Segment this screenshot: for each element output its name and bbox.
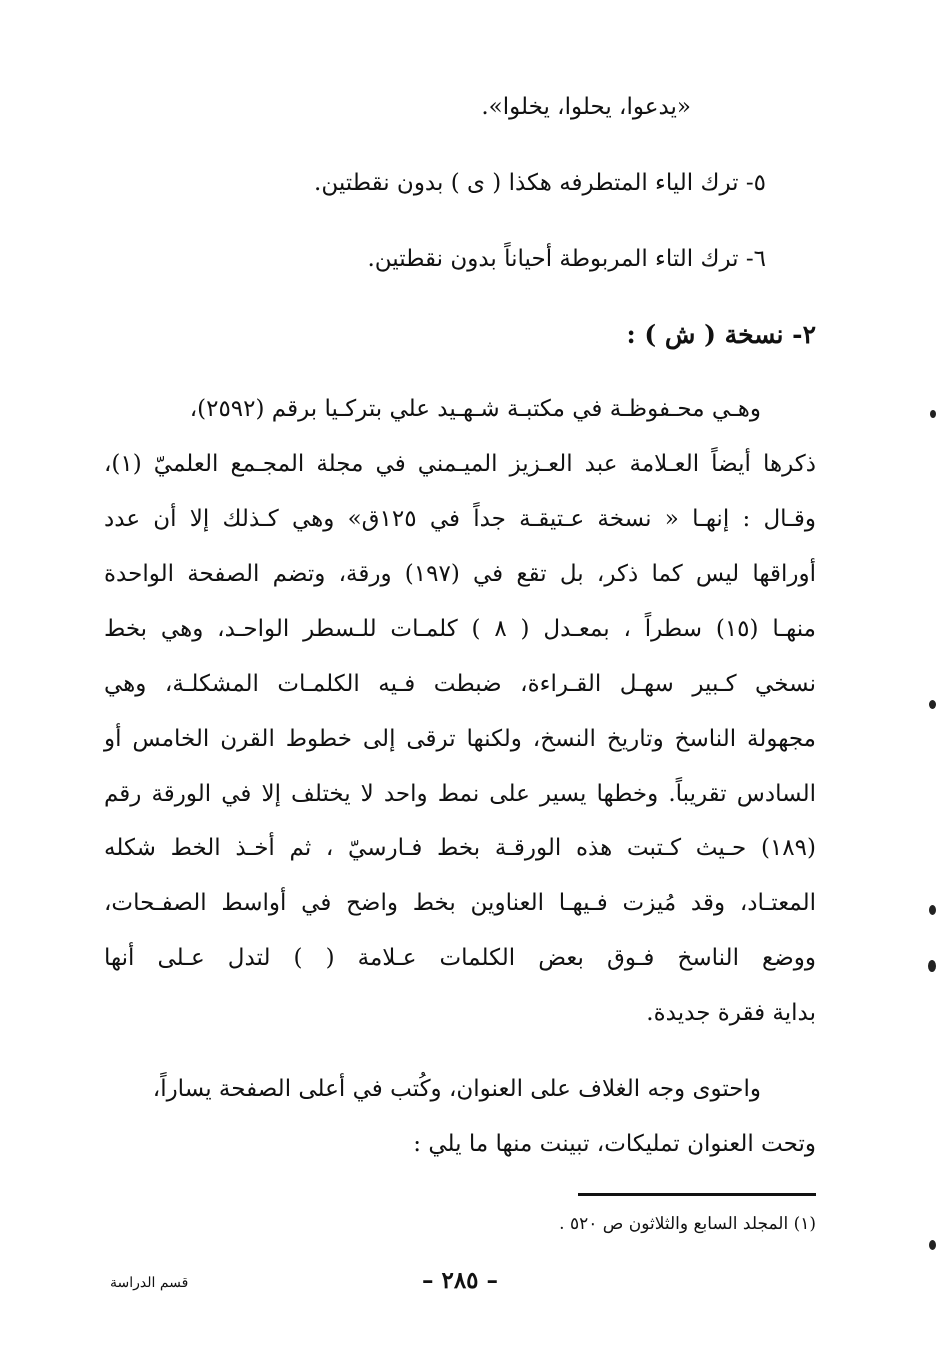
- scan-speck: [929, 1240, 936, 1250]
- paragraph-line: (١٨٩) حـيث كـتبت هذه الورقـة بخط فـارسيّ ، ثم أخـذ الخط شكله: [104, 835, 816, 861]
- running-footer: قسم الدراسة: [110, 1275, 189, 1291]
- paragraph-line: السادس تقريباً. وخطها يسير على نمط واحد لا يختلف إلا في الورقة رقم: [104, 781, 816, 807]
- paragraph-line: مجهولة الناسخ وتاريخ النسخ، ولكنها ترقى إلى خطوط القرن الخامس أو: [104, 726, 816, 752]
- paragraph-line: ذكرها أيضاً العـلامة عبد العـزيز الميـمني في مجلة المجـمع العلميّ (١)،: [104, 451, 816, 477]
- footnote: (١) المجلد السابع والثلاثون ص ٥٢٠ .: [559, 1214, 816, 1234]
- paragraph-line: بداية فقرة جديدة.: [646, 1000, 816, 1026]
- scan-speck: [929, 905, 936, 915]
- paragraph-line: ووضع الناسخ فـوق بعض الكلمات عـلامة ( ) لتدل عـلى أنها: [104, 945, 816, 971]
- text-line: «يدعوا، يحلوا، يخلوا».: [481, 94, 691, 120]
- list-item-5: ٥- ترك الياء المتطرفه هكذا ( ى ) بدون نقطتين.: [314, 170, 766, 196]
- paragraph-line: المعتـاد، وقد مُيزت فـيهـا العناوين بخط واضح في أواسط الصفـحات،: [104, 890, 816, 916]
- scan-speck: [928, 960, 936, 972]
- paragraph-line: وتحت العنوان تمليكات، تبينت منها ما يلي :: [413, 1131, 816, 1157]
- paragraph-line: أوراقها ليس كما ذكر، بل تقع في (١٩٧) ورقة، وتضم الصفحة الواحدة: [104, 561, 817, 587]
- paragraph-line: نسخي كـبير سهـل القـراءة، ضبطت فـيه الكلمـات المشكلـة، وهي: [104, 671, 816, 697]
- paragraph-line: وقـال : إنهـا « نسخة عـتيقـة جداً في ١٢٥ق» وهي كـذلك إلا أن عدد: [104, 506, 817, 532]
- footnote-divider: [578, 1193, 816, 1196]
- section-heading: ٢- نسخة ( ش ) :: [626, 320, 816, 349]
- list-item-6: ٦- ترك التاء المربوطة أحياناً بدون نقطتين.: [367, 246, 766, 272]
- paragraph-line: واحتوى وجه الغلاف على العنوان، وكُتب في أعلى الصفحة يساراً،: [152, 1076, 761, 1102]
- scan-speck: [930, 410, 936, 418]
- page-number: – ٢٨٥ –: [421, 1267, 499, 1294]
- paragraph-line: منهـا (١٥) سطراً ، بمعـدل ( ٨ ) كلمـات للـسطر الواحـد، وهي بخط: [104, 616, 816, 642]
- scan-speck: [929, 700, 936, 709]
- paragraph-line: وهـي محـفوظـة في مكتبـة شـهـيد علي بتركـيا برقم (٢٥٩٢)،: [189, 396, 761, 422]
